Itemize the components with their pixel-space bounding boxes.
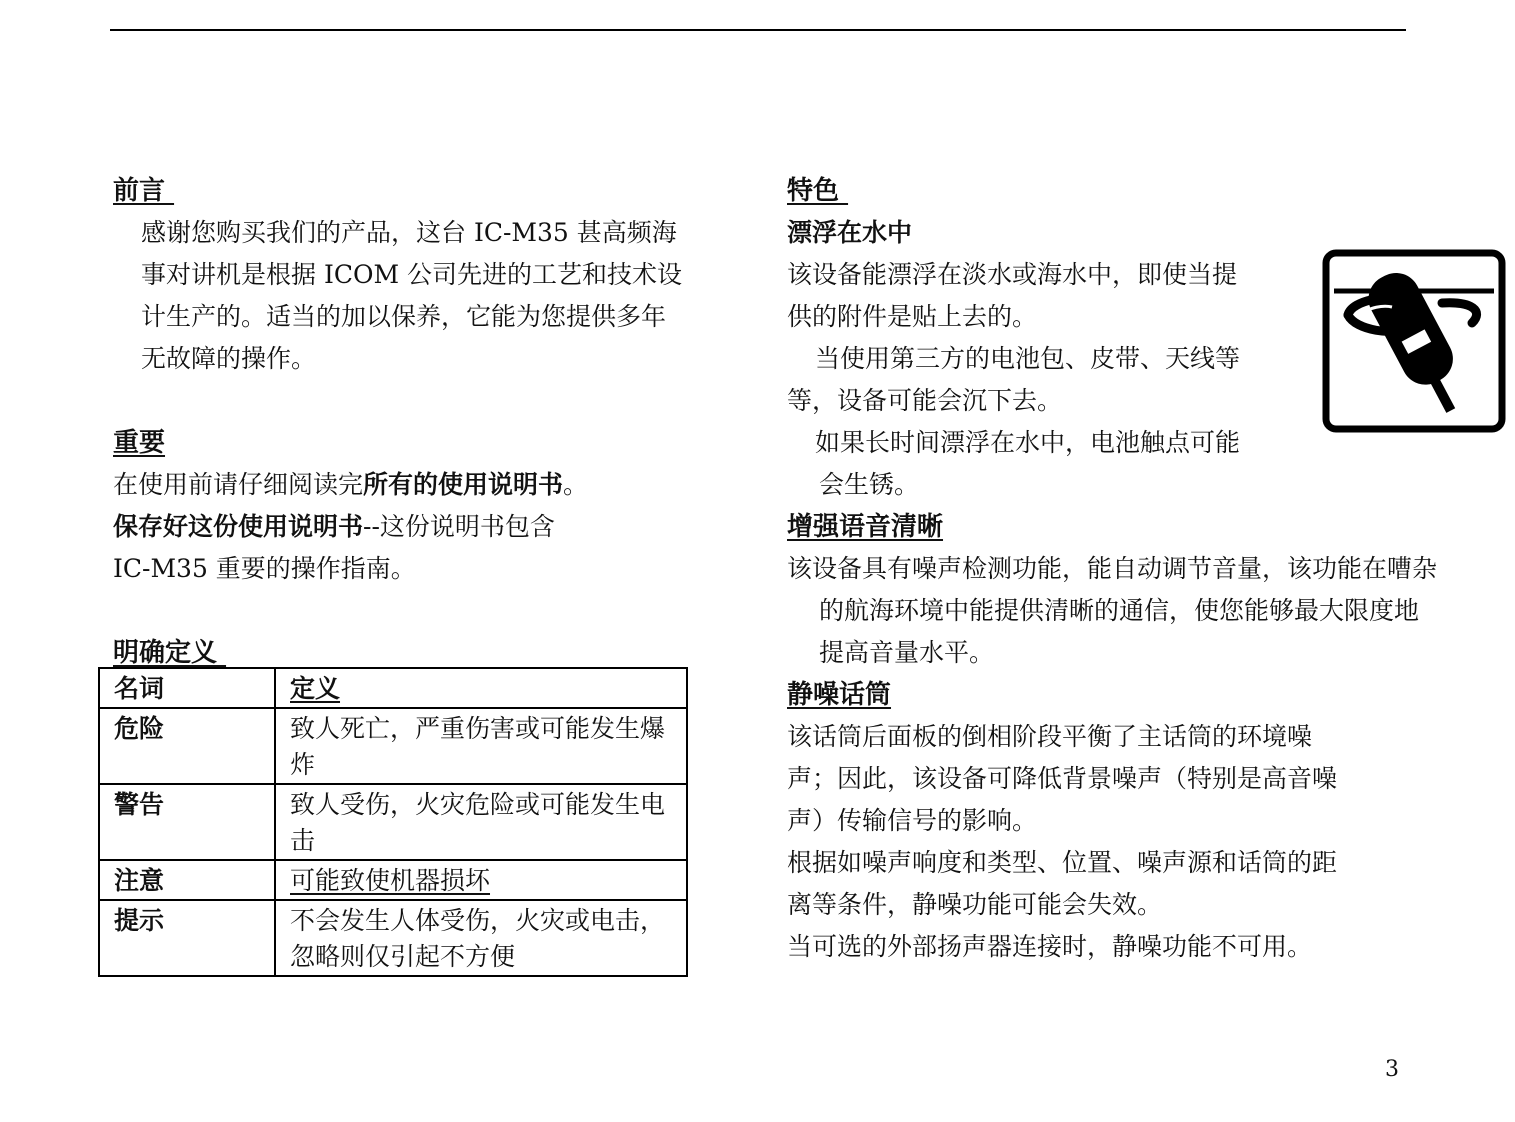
mic-line: 当可选的外部扬声器连接时，静噪功能不可用。: [787, 932, 1313, 961]
definitions-heading: 明确定义: [113, 638, 227, 668]
important-heading: 重要: [113, 428, 166, 458]
definition-term: 提示: [99, 900, 275, 976]
preface-body: [113, 212, 733, 380]
definition-text: 可能致使机器损坏: [275, 860, 687, 900]
table-row: [99, 708, 687, 784]
top-rule: [110, 29, 1406, 31]
float-line: 当使用第三方的电池包、皮带、天线等: [815, 344, 1241, 373]
important-line-2: [113, 506, 733, 548]
mic-line: 该话筒后面板的倒相阶段平衡了主话筒的环境噪: [787, 722, 1313, 751]
important-line-1: [113, 464, 733, 506]
definition-text: 不会发生人体受伤，火灾或电击，忽略则仅引起不方便: [275, 900, 687, 976]
features-heading: 特色: [787, 176, 849, 206]
table-header-term: 名词: [99, 668, 275, 708]
table-row: [99, 900, 687, 976]
preface-line: 无故障的操作。: [141, 344, 317, 373]
preface-line: 感谢您购买我们的产品，这台 IC-M35 甚高频海: [141, 218, 677, 247]
definitions-table: [98, 667, 688, 977]
float-heading: 漂浮在水中: [787, 218, 913, 247]
definition-term: 警告: [99, 784, 275, 860]
mic-line: 根据如噪声响度和类型、位置、噪声源和话筒的距: [787, 848, 1338, 877]
voice-heading: 增强语音清晰: [787, 512, 944, 542]
important-emphasis: 所有的使用说明书: [363, 470, 564, 499]
definition-text: 致人受伤，火灾危险或可能发生电击: [275, 784, 687, 860]
important-text: 在使用前请仔细阅读完: [113, 470, 364, 499]
left-column: [113, 170, 733, 674]
preface-line: 事对讲机是根据 ICOM 公司先进的工艺和技术设: [141, 260, 682, 289]
preface-heading: 前言: [113, 176, 175, 206]
page-number: 3: [1385, 1057, 1399, 1082]
float-line: 该设备能漂浮在淡水或海水中，即使当提: [787, 260, 1238, 289]
float-line: 如果长时间漂浮在水中，电池触点可能: [815, 428, 1241, 457]
important-emphasis: 保存好这份使用说明书: [113, 512, 364, 541]
important-text: --这份说明书包含: [363, 512, 555, 541]
float-line: 会生锈。: [819, 470, 920, 499]
table-header-def: 定义: [275, 668, 687, 708]
voice-text: 该设备具有噪声检测功能，能自动调节音量，该功能在嘈杂的航海环境中能提供清晰的通信，使您能够最大限度地提高音量水平。: [787, 554, 1438, 667]
mic-line: 声）传输信号的影响。: [787, 806, 1038, 835]
definition-term: 危险: [99, 708, 275, 784]
mic-heading: 静噪话筒: [787, 680, 892, 710]
definition-term: 注意: [99, 860, 275, 900]
table-header-row: [99, 668, 687, 708]
float-line: 供的附件是贴上去的。: [787, 302, 1038, 331]
mic-line: 离等条件，静噪功能可能会失效。: [787, 890, 1163, 919]
important-text: 。: [563, 470, 589, 499]
floating-radio-icon: [1322, 249, 1506, 433]
table-row: [99, 860, 687, 900]
float-line: 等，设备可能会沉下去。: [787, 386, 1063, 415]
important-line-3: IC-M35 重要的操作指南。: [113, 554, 416, 583]
definition-text: 致人死亡，严重伤害或可能发生爆炸: [275, 708, 687, 784]
mic-line: 声；因此，该设备可降低背景噪声（特别是高音噪: [787, 764, 1338, 793]
table-row: [99, 784, 687, 860]
preface-line: 计生产的。适当的加以保养，它能为您提供多年: [141, 302, 667, 331]
